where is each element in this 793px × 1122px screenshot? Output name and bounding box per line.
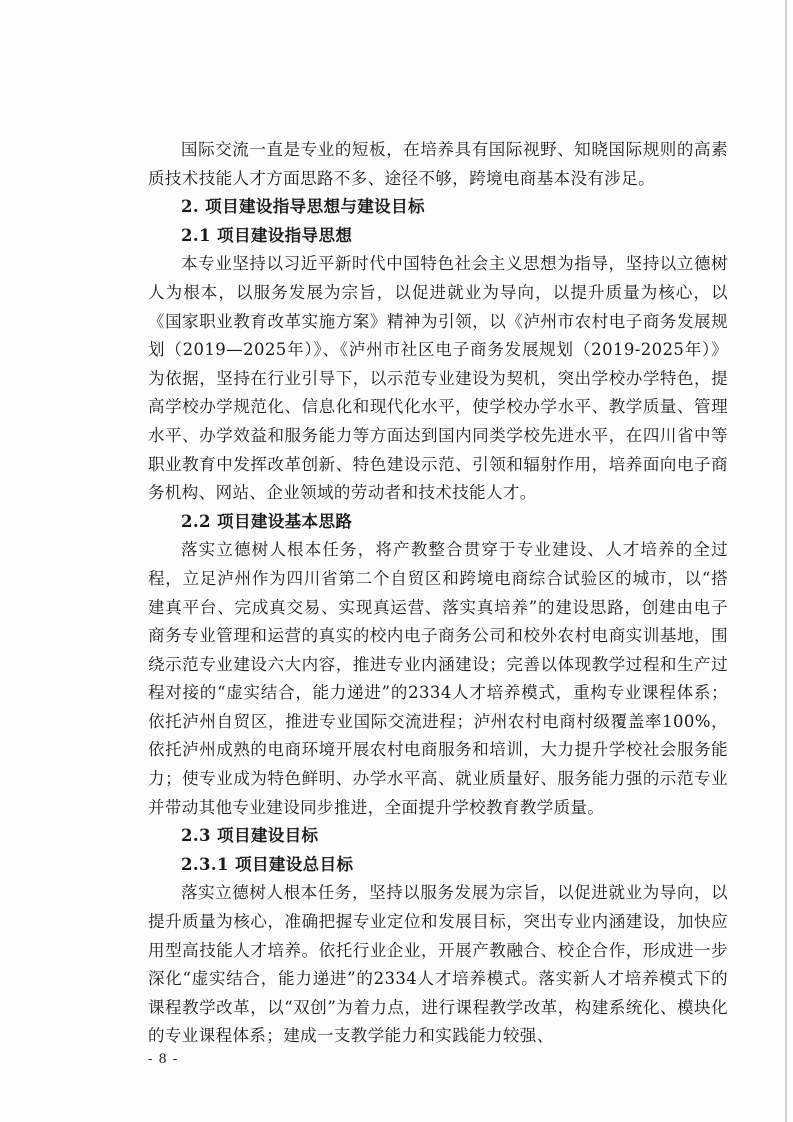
page-edge-shadow xyxy=(785,0,787,1122)
heading-section-2-3-1: 2.3.1 项目建设总目标 xyxy=(181,854,354,874)
paragraph-section-2-2: 落实立德树人根本任务，将产教整合贯穿于专业建设、人才培养的全过程，立足泸州作为四川省第二个自贸区和跨境电商综合试验区的城市，以“搭建真平台、完成真交易、实现真运营、落实真培养”的建设思路，创建由电子商务专业管理和运营的真实的校内电子商务公司和校外农村电商实训基地，围绕示范专业建设六大内容，推进专业内涵建设；完善以体现教学过程和生产过程对接的“虚实结合，能力递进”的2334人才培养模式，重构专业课程体系；依托泸州自贸区，推进专业国际交流进程；泸州农村电商村级覆盖率100%，依托泸州成熟的电商环境开展农村电商服务和培训，大力提升学校社会服务能力；使专业成为特色鲜明、办学水平高、就业质量好、服务能力强的示范专业并带动其他专业建设同步推进，全面提升学校教育教学质量。 xyxy=(148,540,728,817)
heading-section-2: 2. 项目建设指导思想与建设目标 xyxy=(181,197,425,217)
document-body xyxy=(148,136,728,1051)
paragraph-intro: 国际交流一直是专业的短板，在培养具有国际视野、知晓国际规则的高素质技术技能人才方面思路不多、途径不够，跨境电商基本没有涉足。 xyxy=(148,140,728,188)
heading-section-2-3: 2.3 项目建设目标 xyxy=(181,826,319,846)
paragraph-section-2-1: 本专业坚持以习近平新时代中国特色社会主义思想为指导，坚持以立德树人为根本，以服务发展为宗旨，以促进就业为导向，以提升质量为核心，以《国家职业教育改革实施方案》精神为引领，以《泸州市农村电子商务发展规划（2019—2025年）》、《泸州市社区电子商务发展规划（2019-2025年）》为依据，坚持在行业引导下，以示范专业建设为契机，突出学校办学特色，提高学校办学规范化、信息化和现代化水平，使学校办学水平、教学质量、管理水平、办学效益和服务能力等方面达到国内同类学校先进水平，在四川省中等职业教育中发挥改革创新、特色建设示范、引领和辐射作用，培养面向电子商务机构、网站、企业领域的劳动者和技术技能人才。 xyxy=(148,254,728,503)
paragraph-section-2-3-1: 落实立德树人根本任务，坚持以服务发展为宗旨，以促进就业为导向，以提升质量为核心，准确把握专业定位和发展目标，突出专业内涵建设，加快应用型高技能人才培养。依托行业企业，开展产教融合、校企合作，形成进一步深化“虚实结合，能力递进”的2334人才培养模式。落实新人才培养模式下的课程教学改革，以“双创”为着力点，进行课程教学改革，构建系统化、模块化的专业课程体系；建成一支教学能力和实践能力较强、 xyxy=(148,883,728,1046)
page-number: - 8 - xyxy=(148,1052,179,1067)
heading-section-2-1: 2.1 项目建设指导思想 xyxy=(181,225,353,245)
heading-section-2-2: 2.2 项目建设基本思路 xyxy=(181,511,353,531)
